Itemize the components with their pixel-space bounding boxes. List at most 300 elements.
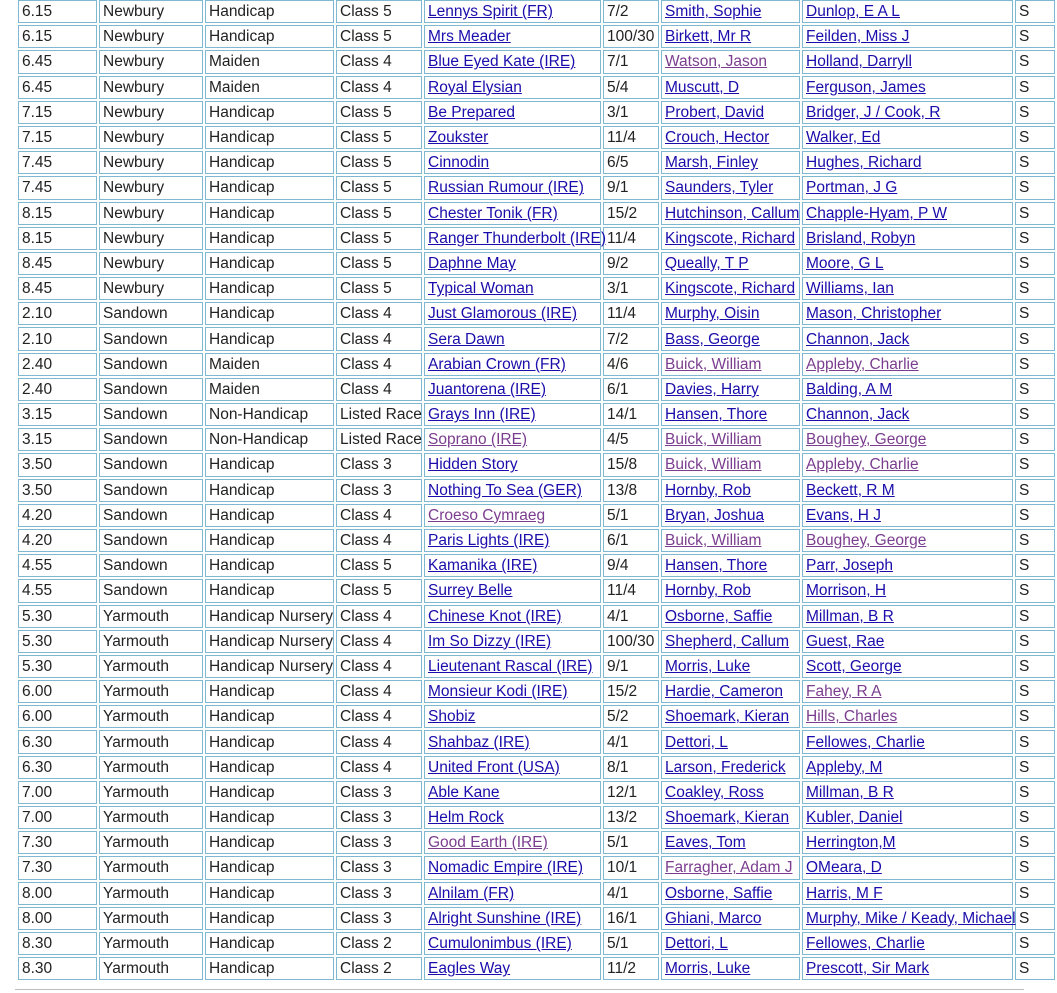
race-type-cell: Maiden: [205, 353, 334, 376]
horse-link[interactable]: Lieutenant Rascal (IRE): [428, 657, 593, 675]
horse-link[interactable]: Blue Eyed Kate (IRE): [428, 53, 576, 71]
trainer-cell: [802, 479, 1013, 502]
trainer-cell: [802, 151, 1013, 174]
race-class-cell: Class 5: [336, 25, 422, 48]
trainer-cell: [802, 277, 1013, 300]
horse-link[interactable]: Nothing To Sea (GER): [428, 481, 582, 499]
truncated-column-cell: S: [1015, 0, 1055, 23]
table-row: [18, 504, 1055, 527]
race-class-cell: Class 4: [336, 378, 422, 401]
race-time-cell: 4.20: [18, 504, 97, 527]
jockey-cell: [661, 655, 800, 678]
course-cell: Sandown: [99, 302, 203, 325]
truncated-column-cell: S: [1015, 277, 1055, 300]
odds-cell: 4/6: [603, 353, 659, 376]
trainer-link[interactable]: Herrington,M: [806, 834, 896, 852]
truncated-column-cell: S: [1015, 680, 1055, 703]
horse-link[interactable]: Croeso Cymraeg: [428, 506, 546, 524]
horse-cell: [424, 302, 601, 325]
trainer-link[interactable]: Feilden, Miss J: [806, 28, 910, 46]
race-type-cell: Non-Handicap: [205, 403, 334, 426]
race-type-cell: Handicap: [205, 302, 334, 325]
table-row: [18, 655, 1055, 678]
course-cell: Yarmouth: [99, 932, 203, 955]
trainer-link[interactable]: OMeara, D: [806, 859, 882, 877]
truncated-column-cell: S: [1015, 176, 1055, 199]
table-row: [18, 428, 1055, 451]
jockey-link[interactable]: Queally, T P: [665, 254, 749, 272]
table-row: [18, 630, 1055, 653]
course-cell: Newbury: [99, 126, 203, 149]
jockey-cell: [661, 227, 800, 250]
trainer-cell: [802, 806, 1013, 829]
trainer-link[interactable]: Harris, M F: [806, 884, 883, 902]
horse-link[interactable]: Sera Dawn: [428, 330, 505, 348]
jockey-link[interactable]: Crouch, Hector: [665, 129, 770, 147]
horse-link[interactable]: Chinese Knot (IRE): [428, 607, 562, 625]
horse-link[interactable]: Cumulonimbus (IRE): [428, 935, 572, 953]
race-class-cell: Class 5: [336, 126, 422, 149]
race-type-cell: Handicap Nursery: [205, 630, 334, 653]
trainer-link[interactable]: Dunlop, E A L: [806, 3, 900, 21]
race-time-cell: 4.20: [18, 529, 97, 552]
race-class-cell: Class 5: [336, 176, 422, 199]
horse-link[interactable]: Be Prepared: [428, 103, 516, 121]
jockey-cell: [661, 504, 800, 527]
horse-link[interactable]: Juantorena (IRE): [428, 380, 547, 398]
odds-cell: 4/1: [603, 605, 659, 628]
race-type-cell: Handicap: [205, 277, 334, 300]
odds-cell: 9/2: [603, 252, 659, 275]
race-class-cell: Class 4: [336, 655, 422, 678]
race-type-cell: Handicap: [205, 907, 334, 930]
jockey-link[interactable]: Hornby, Rob: [665, 481, 751, 499]
horse-link[interactable]: Monsieur Kodi (IRE): [428, 683, 568, 701]
trainer-link[interactable]: Appleby, M: [806, 758, 883, 776]
jockey-link[interactable]: Dettori, L: [665, 733, 728, 751]
trainer-cell: [802, 252, 1013, 275]
trainer-cell: [802, 680, 1013, 703]
trainer-link[interactable]: Murphy, Mike / Keady, Michael: [806, 909, 1016, 927]
jockey-link[interactable]: Hutchinson, Callum: [665, 204, 800, 222]
race-time-cell: 8.45: [18, 252, 97, 275]
trainer-link[interactable]: Hughes, Richard: [806, 154, 922, 172]
odds-cell: 10/1: [603, 856, 659, 879]
trainer-link[interactable]: Channon, Jack: [806, 406, 910, 424]
race-class-cell: Class 4: [336, 730, 422, 753]
table-row: [18, 781, 1055, 804]
horse-cell: [424, 957, 601, 980]
jockey-link[interactable]: Buick, William: [665, 431, 762, 449]
horse-cell: [424, 907, 601, 930]
horse-link[interactable]: Daphne May: [428, 254, 516, 272]
trainer-cell: [802, 202, 1013, 225]
jockey-cell: [661, 554, 800, 577]
jockey-cell: [661, 50, 800, 73]
trainer-link[interactable]: Chapple-Hyam, P W: [806, 204, 947, 222]
table-row: [18, 579, 1055, 602]
truncated-column-cell: S: [1015, 756, 1055, 779]
trainer-link[interactable]: Walker, Ed: [806, 129, 881, 147]
race-class-cell: Class 5: [336, 227, 422, 250]
horse-link[interactable]: Arabian Crown (FR): [428, 355, 566, 373]
trainer-link[interactable]: Millman, B R: [806, 607, 894, 625]
jockey-link[interactable]: Coakley, Ross: [665, 783, 764, 801]
jockey-cell: [661, 378, 800, 401]
race-type-cell: Handicap Nursery: [205, 655, 334, 678]
race-class-cell: Class 5: [336, 0, 422, 23]
jockey-link[interactable]: Osborne, Saffie: [665, 884, 773, 902]
jockey-link[interactable]: Saunders, Tyler: [665, 179, 774, 197]
horse-cell: [424, 932, 601, 955]
odds-cell: 4/1: [603, 730, 659, 753]
jockey-link[interactable]: Birkett, Mr R: [665, 28, 752, 46]
trainer-link[interactable]: Mason, Christopher: [806, 305, 942, 323]
table-row: [18, 479, 1055, 502]
table-bottom-edge: [15, 989, 1024, 990]
horse-link[interactable]: Ranger Thunderbolt (IRE): [428, 229, 607, 247]
horse-link[interactable]: Chester Tonik (FR): [428, 204, 558, 222]
course-cell: Sandown: [99, 403, 203, 426]
horse-cell: [424, 831, 601, 854]
horse-cell: [424, 277, 601, 300]
jockey-cell: [661, 579, 800, 602]
table-row: [18, 151, 1055, 174]
jockey-link[interactable]: Shoemark, Kieran: [665, 809, 790, 827]
race-type-cell: Handicap: [205, 327, 334, 350]
trainer-link[interactable]: Evans, H J: [806, 506, 881, 524]
trainer-link[interactable]: Williams, Ian: [806, 280, 894, 298]
race-type-cell: Maiden: [205, 378, 334, 401]
odds-cell: 8/1: [603, 756, 659, 779]
truncated-column-cell: S: [1015, 126, 1055, 149]
trainer-link[interactable]: Appleby, Charlie: [806, 355, 919, 373]
table-row: [18, 957, 1055, 980]
race-time-cell: 7.00: [18, 781, 97, 804]
trainer-cell: [802, 76, 1013, 99]
trainer-cell: [802, 302, 1013, 325]
jockey-cell: [661, 353, 800, 376]
race-type-cell: Maiden: [205, 76, 334, 99]
truncated-column-cell: S: [1015, 856, 1055, 879]
race-type-cell: Handicap: [205, 705, 334, 728]
trainer-cell: [802, 831, 1013, 854]
racecard-table: [16, 0, 1057, 982]
trainer-link[interactable]: Boughey, George: [806, 431, 927, 449]
race-type-cell: Handicap: [205, 25, 334, 48]
trainer-cell: [802, 932, 1013, 955]
horse-link[interactable]: Mrs Meader: [428, 28, 511, 46]
race-time-cell: 2.10: [18, 327, 97, 350]
table-row: [18, 327, 1055, 350]
race-time-cell: 6.30: [18, 730, 97, 753]
horse-cell: [424, 630, 601, 653]
odds-cell: 7/2: [603, 327, 659, 350]
jockey-cell: [661, 453, 800, 476]
jockey-link[interactable]: Hardie, Cameron: [665, 683, 784, 701]
trainer-cell: [802, 630, 1013, 653]
trainer-link[interactable]: Fahey, R A: [806, 683, 882, 701]
trainer-link[interactable]: Millman, B R: [806, 783, 894, 801]
horse-link[interactable]: Shobiz: [428, 708, 476, 726]
jockey-cell: [661, 479, 800, 502]
odds-cell: 14/1: [603, 403, 659, 426]
odds-cell: 5/1: [603, 504, 659, 527]
jockey-link[interactable]: Smith, Sophie: [665, 3, 762, 21]
course-cell: Newbury: [99, 202, 203, 225]
horse-link[interactable]: Kamanika (IRE): [428, 557, 538, 575]
horse-link[interactable]: Able Kane: [428, 783, 500, 801]
race-type-cell: Handicap: [205, 252, 334, 275]
jockey-cell: [661, 529, 800, 552]
jockey-link[interactable]: Kingscote, Richard: [665, 280, 796, 298]
race-time-cell: 4.55: [18, 579, 97, 602]
race-type-cell: Handicap: [205, 453, 334, 476]
jockey-link[interactable]: Marsh, Finley: [665, 154, 759, 172]
truncated-column-cell: S: [1015, 76, 1055, 99]
jockey-link[interactable]: Osborne, Saffie: [665, 607, 773, 625]
table-row: [18, 252, 1055, 275]
horse-link[interactable]: Alright Sunshine (IRE): [428, 909, 582, 927]
horse-cell: [424, 176, 601, 199]
jockey-cell: [661, 882, 800, 905]
jockey-link[interactable]: Probert, David: [665, 103, 765, 121]
jockey-link[interactable]: Hansen, Thore: [665, 557, 768, 575]
truncated-column-cell: S: [1015, 378, 1055, 401]
jockey-link[interactable]: Hansen, Thore: [665, 406, 768, 424]
horse-cell: [424, 605, 601, 628]
jockey-link[interactable]: Buick, William: [665, 456, 762, 474]
jockey-link[interactable]: Muscutt, D: [665, 78, 740, 96]
trainer-link[interactable]: Brisland, Robyn: [806, 229, 916, 247]
horse-cell: [424, 50, 601, 73]
odds-cell: 6/1: [603, 378, 659, 401]
truncated-column-cell: S: [1015, 831, 1055, 854]
race-class-cell: Class 4: [336, 50, 422, 73]
horse-cell: [424, 227, 607, 250]
race-class-cell: Class 4: [336, 76, 422, 99]
course-cell: Yarmouth: [99, 605, 203, 628]
table-row: [18, 882, 1055, 905]
table-row: [18, 907, 1055, 930]
truncated-column-cell: S: [1015, 151, 1055, 174]
jockey-cell: [661, 126, 800, 149]
odds-cell: 11/4: [603, 579, 659, 602]
jockey-cell: [661, 605, 800, 628]
jockey-link[interactable]: Murphy, Oisin: [665, 305, 760, 323]
trainer-link[interactable]: Morrison, H: [806, 582, 887, 600]
jockey-link[interactable]: Buick, William: [665, 355, 762, 373]
horse-cell: [424, 378, 601, 401]
race-time-cell: 8.30: [18, 957, 97, 980]
horse-link[interactable]: Russian Rumour (IRE): [428, 179, 584, 197]
horse-link[interactable]: Im So Dizzy (IRE): [428, 632, 552, 650]
horse-cell: [424, 529, 601, 552]
horse-cell: [424, 25, 601, 48]
race-time-cell: 3.50: [18, 453, 97, 476]
race-type-cell: Handicap: [205, 957, 334, 980]
trainer-link[interactable]: Parr, Joseph: [806, 557, 894, 575]
trainer-link[interactable]: Guest, Rae: [806, 632, 885, 650]
table-row: [18, 403, 1055, 426]
horse-cell: [424, 126, 601, 149]
trainer-link[interactable]: Ferguson, James: [806, 78, 926, 96]
jockey-link[interactable]: Kingscote, Richard: [665, 229, 796, 247]
jockey-link[interactable]: Bass, George: [665, 330, 760, 348]
horse-link[interactable]: Royal Elysian: [428, 78, 522, 96]
horse-link[interactable]: Zoukster: [428, 129, 489, 147]
race-time-cell: 6.15: [18, 25, 97, 48]
trainer-cell: [802, 403, 1013, 426]
horse-link[interactable]: Good Earth (IRE): [428, 834, 548, 852]
race-class-cell: Class 3: [336, 453, 422, 476]
course-cell: Newbury: [99, 277, 203, 300]
horse-cell: [424, 655, 601, 678]
trainer-cell: [802, 756, 1013, 779]
jockey-link[interactable]: Farragher, Adam J: [665, 859, 793, 877]
trainer-cell: [802, 705, 1013, 728]
jockey-link[interactable]: Watson, Jason: [665, 53, 767, 71]
table-row: [18, 378, 1055, 401]
trainer-link[interactable]: Channon, Jack: [806, 330, 910, 348]
horse-link[interactable]: United Front (USA): [428, 758, 560, 776]
jockey-link[interactable]: Hornby, Rob: [665, 582, 751, 600]
course-cell: Sandown: [99, 579, 203, 602]
horse-link[interactable]: Nomadic Empire (IRE): [428, 859, 584, 877]
horse-cell: [424, 882, 601, 905]
trainer-link[interactable]: Holland, Darryll: [806, 53, 912, 71]
table-row: [18, 202, 1055, 225]
trainer-link[interactable]: Hills, Charles: [806, 708, 898, 726]
jockey-link[interactable]: Shepherd, Callum: [665, 632, 790, 650]
trainer-cell: [802, 605, 1013, 628]
odds-cell: 6/1: [603, 529, 659, 552]
horse-link[interactable]: Cinnodin: [428, 154, 490, 172]
jockey-link[interactable]: Buick, William: [665, 532, 762, 550]
trainer-link[interactable]: Fellowes, Charlie: [806, 733, 925, 751]
course-cell: Yarmouth: [99, 806, 203, 829]
trainer-link[interactable]: Bridger, J / Cook, R: [806, 103, 941, 121]
race-class-cell: Class 4: [336, 529, 422, 552]
jockey-cell: [661, 277, 800, 300]
jockey-link[interactable]: Dettori, L: [665, 935, 728, 953]
jockey-link[interactable]: Morris, Luke: [665, 657, 751, 675]
odds-cell: 11/2: [603, 957, 659, 980]
horse-link[interactable]: Hidden Story: [428, 456, 518, 474]
race-type-cell: Handicap: [205, 101, 334, 124]
race-time-cell: 6.15: [18, 0, 97, 23]
jockey-link[interactable]: Bryan, Joshua: [665, 506, 765, 524]
course-cell: Sandown: [99, 453, 203, 476]
horse-cell: [424, 504, 601, 527]
table-row: [18, 856, 1055, 879]
race-type-cell: Handicap: [205, 176, 334, 199]
jockey-link[interactable]: Morris, Luke: [665, 960, 751, 978]
race-type-cell: Handicap: [205, 806, 334, 829]
horse-link[interactable]: Paris Lights (IRE): [428, 532, 550, 550]
horse-link[interactable]: Soprano (IRE): [428, 431, 528, 449]
race-type-cell: Handicap: [205, 0, 334, 23]
table-row: [18, 705, 1055, 728]
race-class-cell: Class 4: [336, 302, 422, 325]
horse-link[interactable]: Just Glamorous (IRE): [428, 305, 578, 323]
horse-link[interactable]: Eagles Way: [428, 960, 511, 978]
trainer-link[interactable]: Boughey, George: [806, 532, 927, 550]
truncated-column-cell: S: [1015, 630, 1055, 653]
horse-link[interactable]: Lennys Spirit (FR): [428, 3, 553, 21]
race-type-cell: Handicap: [205, 479, 334, 502]
horse-cell: [424, 479, 601, 502]
race-type-cell: Handicap: [205, 202, 334, 225]
table-row: [18, 302, 1055, 325]
trainer-link[interactable]: Kubler, Daniel: [806, 809, 903, 827]
race-type-cell: Handicap: [205, 856, 334, 879]
course-cell: Yarmouth: [99, 856, 203, 879]
trainer-link[interactable]: Beckett, R M: [806, 481, 895, 499]
odds-cell: 7/1: [603, 50, 659, 73]
course-cell: Sandown: [99, 554, 203, 577]
race-time-cell: 8.15: [18, 227, 97, 250]
horse-cell: [424, 756, 601, 779]
horse-cell: [424, 151, 601, 174]
truncated-column-cell: S: [1015, 730, 1055, 753]
race-type-cell: Handicap: [205, 831, 334, 854]
horse-cell: [424, 101, 601, 124]
trainer-link[interactable]: Balding, A M: [806, 380, 893, 398]
truncated-column-cell: S: [1015, 202, 1055, 225]
trainer-link[interactable]: Scott, George: [806, 657, 902, 675]
course-cell: Sandown: [99, 378, 203, 401]
jockey-cell: [661, 781, 800, 804]
jockey-link[interactable]: Eaves, Tom: [665, 834, 746, 852]
trainer-link[interactable]: Portman, J G: [806, 179, 898, 197]
trainer-link[interactable]: Moore, G L: [806, 254, 884, 272]
course-cell: Newbury: [99, 151, 203, 174]
truncated-column-cell: S: [1015, 403, 1055, 426]
race-class-cell: Class 4: [336, 353, 422, 376]
jockey-link[interactable]: Shoemark, Kieran: [665, 708, 790, 726]
horse-link[interactable]: Surrey Belle: [428, 582, 513, 600]
odds-cell: 7/2: [603, 0, 659, 23]
horse-link[interactable]: Helm Rock: [428, 809, 504, 827]
jockey-link[interactable]: Davies, Harry: [665, 380, 759, 398]
race-time-cell: 6.45: [18, 76, 97, 99]
course-cell: Sandown: [99, 353, 203, 376]
table-row: [18, 353, 1055, 376]
jockey-link[interactable]: Larson, Frederick: [665, 758, 786, 776]
horse-link[interactable]: Shahbaz (IRE): [428, 733, 530, 751]
horse-link[interactable]: Grays Inn (IRE): [428, 406, 536, 424]
jockey-link[interactable]: Ghiani, Marco: [665, 909, 762, 927]
truncated-column-cell: S: [1015, 428, 1055, 451]
horse-link[interactable]: Typical Woman: [428, 280, 534, 298]
race-class-cell: Class 3: [336, 907, 422, 930]
trainer-link[interactable]: Fellowes, Charlie: [806, 935, 925, 953]
horse-link[interactable]: Alnilam (FR): [428, 884, 515, 902]
trainer-link[interactable]: Prescott, Sir Mark: [806, 960, 930, 978]
truncated-column-cell: S: [1015, 605, 1055, 628]
horse-cell: [424, 806, 601, 829]
race-class-cell: Class 3: [336, 882, 422, 905]
course-cell: Sandown: [99, 327, 203, 350]
odds-cell: 11/4: [603, 126, 659, 149]
odds-cell: 15/2: [603, 680, 659, 703]
trainer-link[interactable]: Appleby, Charlie: [806, 456, 919, 474]
horse-cell: [424, 428, 601, 451]
course-cell: Yarmouth: [99, 781, 203, 804]
race-type-cell: Handicap: [205, 126, 334, 149]
odds-cell: 15/8: [603, 453, 659, 476]
